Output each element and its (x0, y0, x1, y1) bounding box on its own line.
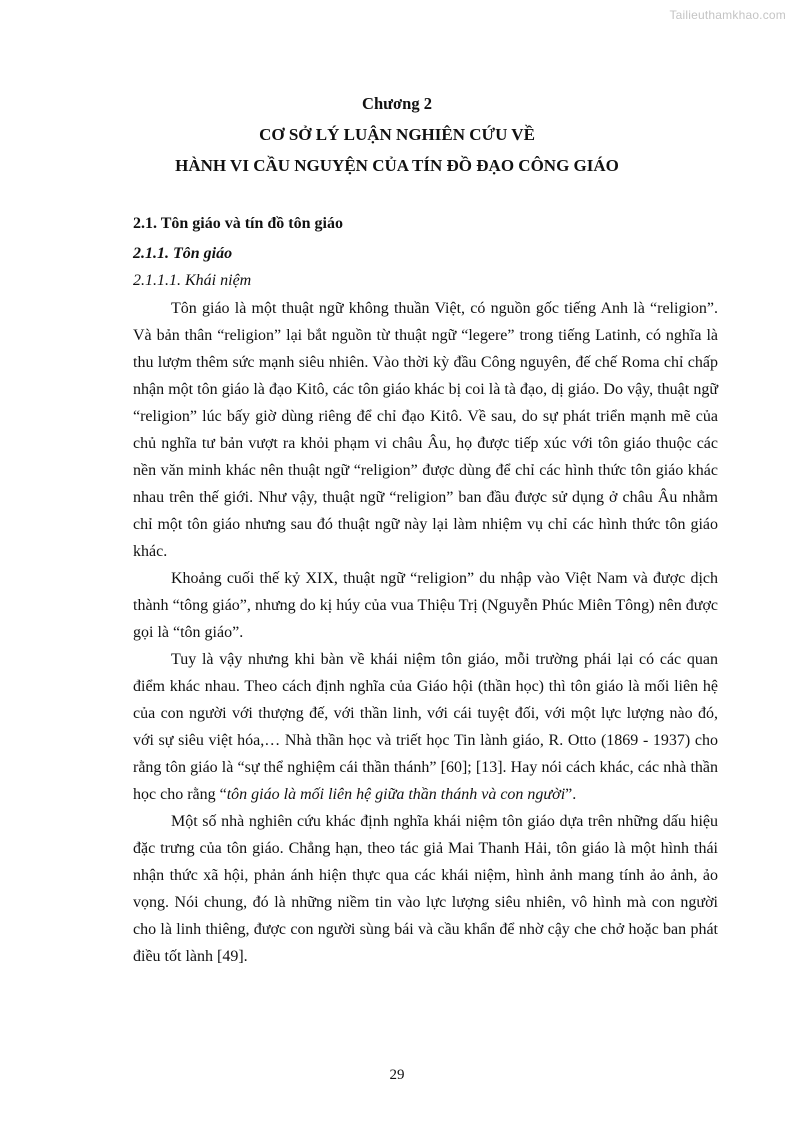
paragraph-3-end: ”. (565, 786, 577, 803)
paragraph-1: Tôn giáo là một thuật ngữ không thuần Việt, có nguồn gốc tiếng Anh là “religion”. Và bản thân “religion” lại bắt nguồn từ thuật ngữ “legere” trong tiếng Latinh, có nghĩa là thu lượm thêm sức mạnh siêu nhiên. Vào thời kỳ đầu Công nguyên, đế chế Roma chỉ chấp nhận một tôn giáo là đạo Kitô, các tôn giáo khác bị coi là tà đạo, dị giáo. Do vậy, thuật ngữ “religion” lúc bấy giờ dùng riêng để chỉ đạo Kitô. Về sau, do sự phát triển mạnh mẽ của chủ nghĩa tư bản vượt ra khỏi phạm vi châu Âu, họ được tiếp xúc với tôn giáo thuộc các nền văn minh khác nên thuật ngữ “religion” được dùng để chỉ các hình thức tôn giáo khác nhau trên thế giới. Như vậy, thuật ngữ “religion” ban đầu được sử dụng ở châu Âu nhằm chỉ một tôn giáo nhưng sau đó thuật ngữ này lại làm nhiệm vụ chỉ các hình thức tôn giáo khác. (133, 300, 718, 560)
subsection-heading-2-1-1: 2.1.1. Tôn giáo (133, 245, 233, 262)
page-number: 29 (389, 1067, 405, 1083)
paragraph-2: Khoảng cuối thế kỷ XIX, thuật ngữ “religion” du nhập vào Việt Nam và được dịch thành “tông giáo”, nhưng do kị húy của vua Thiệu Trị (Nguyễn Phúc Miên Tông) nên được gọi là “tôn giáo”. (133, 570, 718, 641)
paragraph-4: Một số nhà nghiên cứu khác định nghĩa khái niệm tôn giáo dựa trên những dấu hiệu đặc trưng của tôn giáo. Chẳng hạn, theo tác giả Mai Thanh Hải, tôn giáo là một hình thái nhận thức xã hội, phản ánh hiện thực qua các khái niệm, hình ảnh mang tính ảo ảnh, ảo vọng. Nói chung, đó là những niềm tin vào lực lượng siêu nhiên, vô hình mà con người cho là linh thiêng, được con người sùng bái và cầu khẩn để nhờ cậy che chở hoặc ban phát điều tốt lành [49]. (133, 813, 718, 965)
paragraph-3-quote: tôn giáo là mối liên hệ giữa thần thánh và con người (226, 786, 566, 803)
section-heading-2-1: 2.1. Tôn giáo và tín đồ tôn giáo (133, 215, 343, 232)
body-text (133, 295, 718, 970)
chapter-title-line-2: HÀNH VI CẦU NGUYỆN CỦA TÍN ĐỒ ĐẠO CÔNG GIÁO (175, 156, 619, 175)
chapter-label: Chương 2 (362, 94, 432, 113)
paragraph-3 (133, 646, 718, 808)
paragraph-3-text: Tuy là vậy nhưng khi bàn về khái niệm tôn giáo, mỗi trường phái lại có các quan điểm khác nhau. Theo cách định nghĩa của Giáo hội (thần học) thì tôn giáo là mối liên hệ của con người với thượng đế, với thần linh, với cái tuyệt đối, với một lực lượng nào đó, với sự siêu việt hóa,… Nhà thần học và triết học Tin lành giáo, R. Otto (1869 - 1937) cho rằng tôn giáo là “sự thể nghiệm cái thần thánh” [60]; [13]. Hay nói cách khác, các nhà thần học cho rằng “ (133, 651, 718, 803)
subsubsection-heading-2-1-1-1: 2.1.1.1. Khái niệm (133, 272, 252, 289)
chapter-title-line-1: CƠ SỞ LÝ LUẬN NGHIÊN CỨU VỀ (259, 125, 535, 144)
watermark: Tailieuthamkhao.com (669, 8, 786, 22)
